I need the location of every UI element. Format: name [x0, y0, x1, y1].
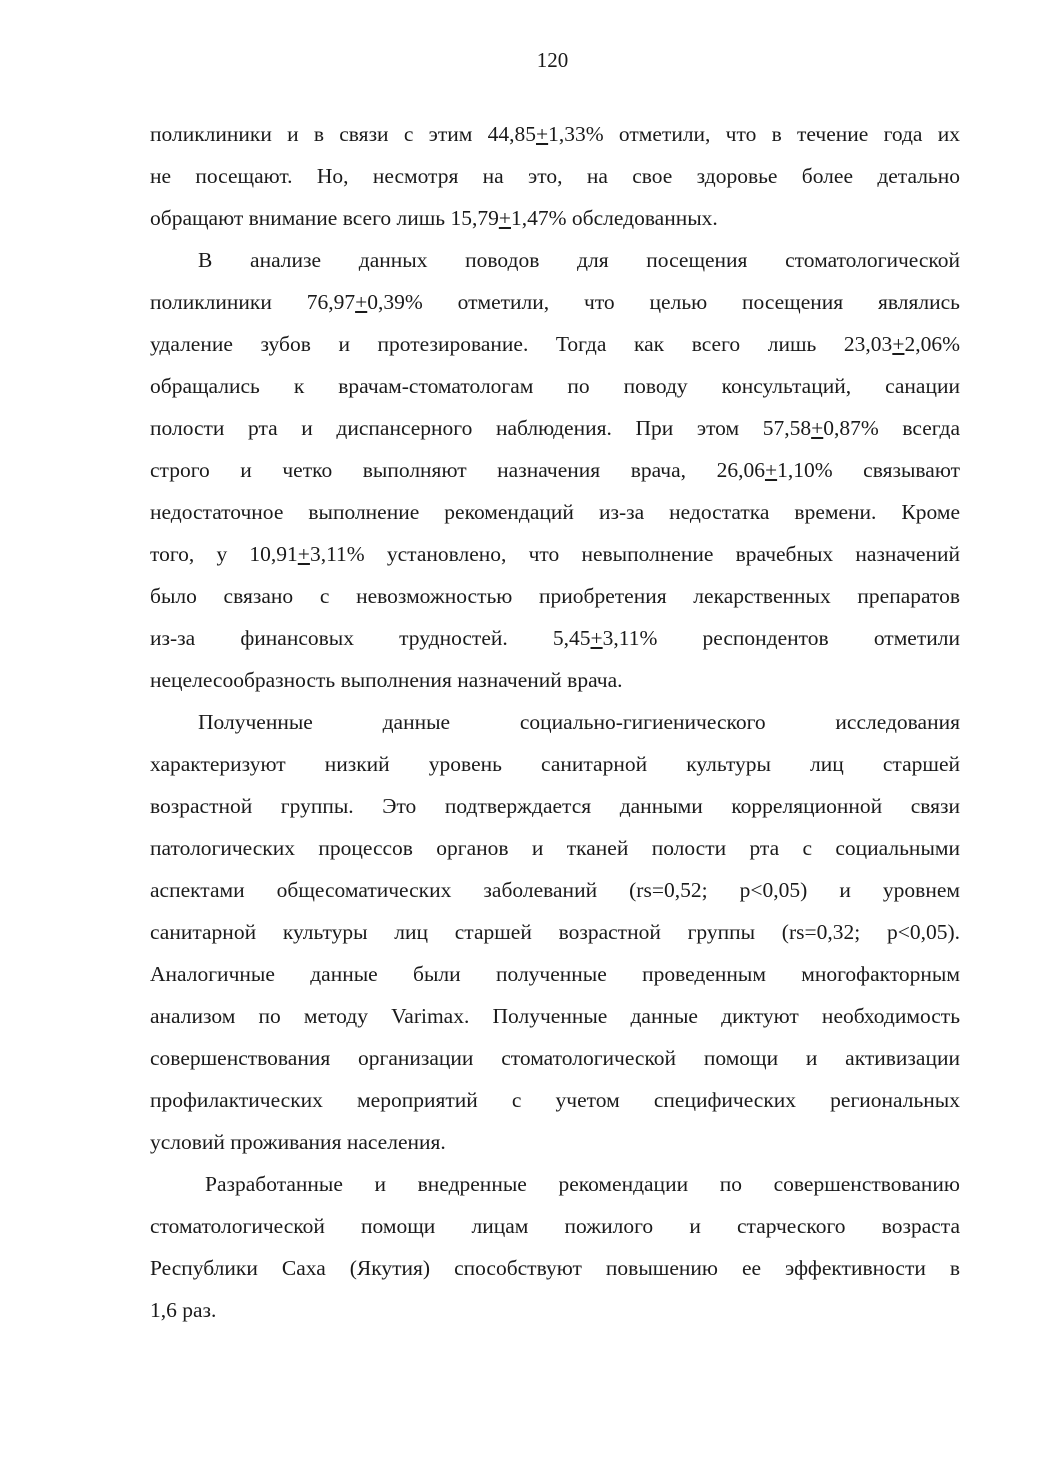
- paragraph4-line-2: стоматологической помощи лицам пожилого и старческого возраста: [150, 1214, 960, 1238]
- paragraph3-line-11: условий проживания населения.: [150, 1130, 446, 1154]
- paragraph2-line-1: В анализе данных поводов для посещения стоматологической: [198, 248, 960, 272]
- paragraph1-line-2: не посещают. Но, несмотря на это, на свое здоровье более детально: [150, 164, 960, 188]
- paragraph1-line-3: обращают внимание всего лишь 15,79+1,47% обследованных.: [150, 206, 718, 230]
- paragraph2-line-7: недостаточное выполнение рекомендаций из-за недостатка времени. Кроме: [150, 500, 960, 524]
- paragraph4-line-3: Республики Саха (Якутия) способствуют повышению ее эффективности в: [150, 1256, 960, 1280]
- paragraph3-line-1: Полученные данные социально-гигиенического исследования: [198, 710, 960, 734]
- paragraph-2: [150, 239, 960, 701]
- paragraph3-line-2: характеризуют низкий уровень санитарной культуры лиц старшей: [150, 752, 960, 776]
- paragraph2-line-4: обращались к врачам-стоматологам по поводу консультаций, санации: [150, 374, 960, 398]
- paragraph-4: [150, 1163, 960, 1331]
- paragraph3-line-7: Аналогичные данные были полученные проведенным многофакторным: [150, 962, 960, 986]
- body-text: [150, 113, 960, 1331]
- paragraph2-line-6: строго и четко выполняют назначения врача, 26,06+1,10% связывают: [150, 458, 960, 482]
- paragraph3-line-8: анализом по методу Varimax. Полученные данные диктуют необходимость: [150, 1004, 960, 1028]
- paragraph3-line-10: профилактических мероприятий с учетом специфических региональных: [150, 1088, 960, 1112]
- paragraph4-line-1: Разработанные и внедренные рекомендации по совершенствованию: [205, 1172, 960, 1196]
- paragraph2-line-3: удаление зубов и протезирование. Тогда как всего лишь 23,03+2,06%: [150, 332, 960, 356]
- paragraph2-line-10: из-за финансовых трудностей. 5,45+3,11% респондентов отметили: [150, 626, 960, 650]
- paragraph2-line-5: полости рта и диспансерного наблюдения. При этом 57,58+0,87% всегда: [150, 416, 960, 440]
- paragraph2-line-9: было связано с невозможностью приобретения лекарственных препаратов: [150, 584, 960, 608]
- paragraph3-line-3: возрастной группы. Это подтверждается данными корреляционной связи: [150, 794, 960, 818]
- paragraph1-line-1: поликлиники и в связи с этим 44,85+1,33% отметили, что в течение года их: [150, 122, 960, 146]
- paragraph-3: [150, 701, 960, 1163]
- paragraph2-line-2: поликлиники 76,97+0,39% отметили, что целью посещения являлись: [150, 290, 960, 314]
- page-number: 120: [536, 48, 569, 72]
- paragraph2-line-11: нецелесообразность выполнения назначений врача.: [150, 668, 623, 692]
- paragraph2-line-8: того, у 10,91+3,11% установлено, что невыполнение врачебных назначений: [150, 542, 960, 566]
- paragraph4-line-4: 1,6 раз.: [150, 1298, 217, 1322]
- paragraph3-line-4: патологических процессов органов и тканей полости рта с социальными: [150, 836, 960, 860]
- paragraph-1: [150, 113, 960, 239]
- paragraph3-line-9: совершенствования организации стоматологической помощи и активизации: [150, 1046, 960, 1070]
- paragraph3-line-5: аспектами общесоматических заболеваний (rs=0,52; p<0,05) и уровнем: [150, 878, 960, 902]
- paragraph3-line-6: санитарной культуры лиц старшей возрастной группы (rs=0,32; p<0,05).: [150, 920, 960, 944]
